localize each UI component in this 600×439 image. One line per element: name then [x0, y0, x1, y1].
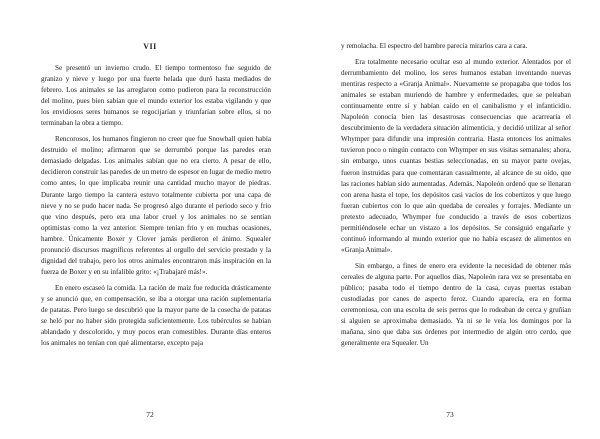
chapter-heading: VII	[143, 42, 157, 51]
paragraph: Se presentó un invierno crudo. El tiempo tormentoso fue seguido de granizo y nieve y luego por una fuerte helada que duró hasta mediados de febrero. Los animales se las arreglaron como pudieron para la reconstrucción del molino, pues bien sabían que el mundo exterior los estaba vigilando y que los envidiosos seres humanos se regocijarían y triunfarían sobre ellos, si no terminaban la obra a tiempo.	[41, 64, 271, 128]
right-page-text	[341, 41, 571, 349]
page-number-left: 72	[146, 410, 154, 419]
left-page-text	[41, 63, 271, 349]
paragraph: Era totalmente necesario ocultar eso al mundo exterior. Alentados por el derrumbamiento del molino, los seres humanos estaban inventando nuevas mentiras respecto a «Granja Animal». Nuevamente se propagaba que todos los animales se estaban muriendo de hambre y enfermedades, que se peleaban continuamente entre sí y habían caído en el canibalismo y el infanticidio. Napoleón conocía bien las desastrosas consecuencias que acarrearía el descubrimiento de la verdadera situación alimenticia, y decidió utilizar al señor Whymper para difundir una impresión contraria. Hasta entonces los animales tuvieron poco o ningún contacto con Whymper en sus visitas semanales; ahora, sin embargo, unos cuantas bestias seleccionadas, en su mayor parte ovejas, fueron instruidas para que comentaran casualmente, al alcance de su oído, que las raciones habían sido aumentadas. Además, Napoleón ordenó que se llenaran con arena hasta el tope, los depósitos casi vacíos de los cobertizos y que luego fueran cubiertos con lo que aún quedaba de cereales y forrajes. Mediante un pretexto adecuado, Whymper fue conducido a través de esos cobertizos permitiéndosele echar un vistazo a los depósitos. Se consiguió engañarle y continuó informando al mundo exterior que no había escasez de alimentos en «Granja Animal».	[341, 58, 571, 254]
paragraph: y remolacha. El espectro del hambre parecía mirarlos cara a cara.	[341, 42, 528, 50]
page-number-right: 73	[446, 410, 454, 419]
paragraph: En enero escaseó la comida. La ración de maíz fue reducida drásticamente y se anunció que, en compensación, se iba a otorgar una ración suplementaria de patatas. Pero luego se descubrió que la mayor parte de la cosecha de patatas se heló por no haber sido protegida suficientemente. Los tubérculos se habían ablandado y descolorido, y muy pocos eran comestibles. Durante días enteros los animales no tenían con qué alimentarse, excepto paja	[41, 283, 271, 348]
paragraph: Sin embargo, a fines de enero era evidente la necesidad de obtener más cereales de alguna parte. Por aquellos días, Napoleón rara vez se presentaba en público; pasaba todo el tiempo dentro de la casa, cuyas puertas estaban custodiadas por canes de aspecto feroz. Cuando aparecía, era en forma ceremoniosa, con una escolta de seis perros que lo rodeaban de cerca y gruñían si alguien se aproximaba demasiado. Ya ni se le veía los domingos por la mañana, sino que daba sus órdenes por intermedio de algún otro cerdo, que generalmente era Squealer. Un	[341, 261, 571, 348]
paragraph: Rencorosos, los humanos fingieron no creer que fue Snowball quien había destruido el molino; afirmaron que se derrumbó porque las paredes eran demasiado delgadas. Los animales sabían que no era cierto. A pesar de ello, decidieron construir las paredes de un metro de espesor en lugar de medio metro como antes, lo que implicaba reunir una cantidad mucho mayor de piedras. Durante largo tiempo la cantera estuvo totalmente cubierta por una capa de nieve y no se pudo hacer nada. Se progresó algo durante el periodo seco y frío que vino después, pero era una labor cruel y los animales no se sentían optimistas como la vez anterior. Siempre tenían frío y en muchas ocasiones, hambre. Únicamente Boxer y Clover jamás perdieron el ánimo. Squealer pronunció discursos magníficos referentes al orgullo del servicio prestado y la dignidad del trabajo, pero los otros animales encontraron más inspiración en la fuerza de Boxer y en su infalible grito: «¡Trabajaré más!».	[41, 135, 271, 276]
right-page	[300, 0, 600, 439]
